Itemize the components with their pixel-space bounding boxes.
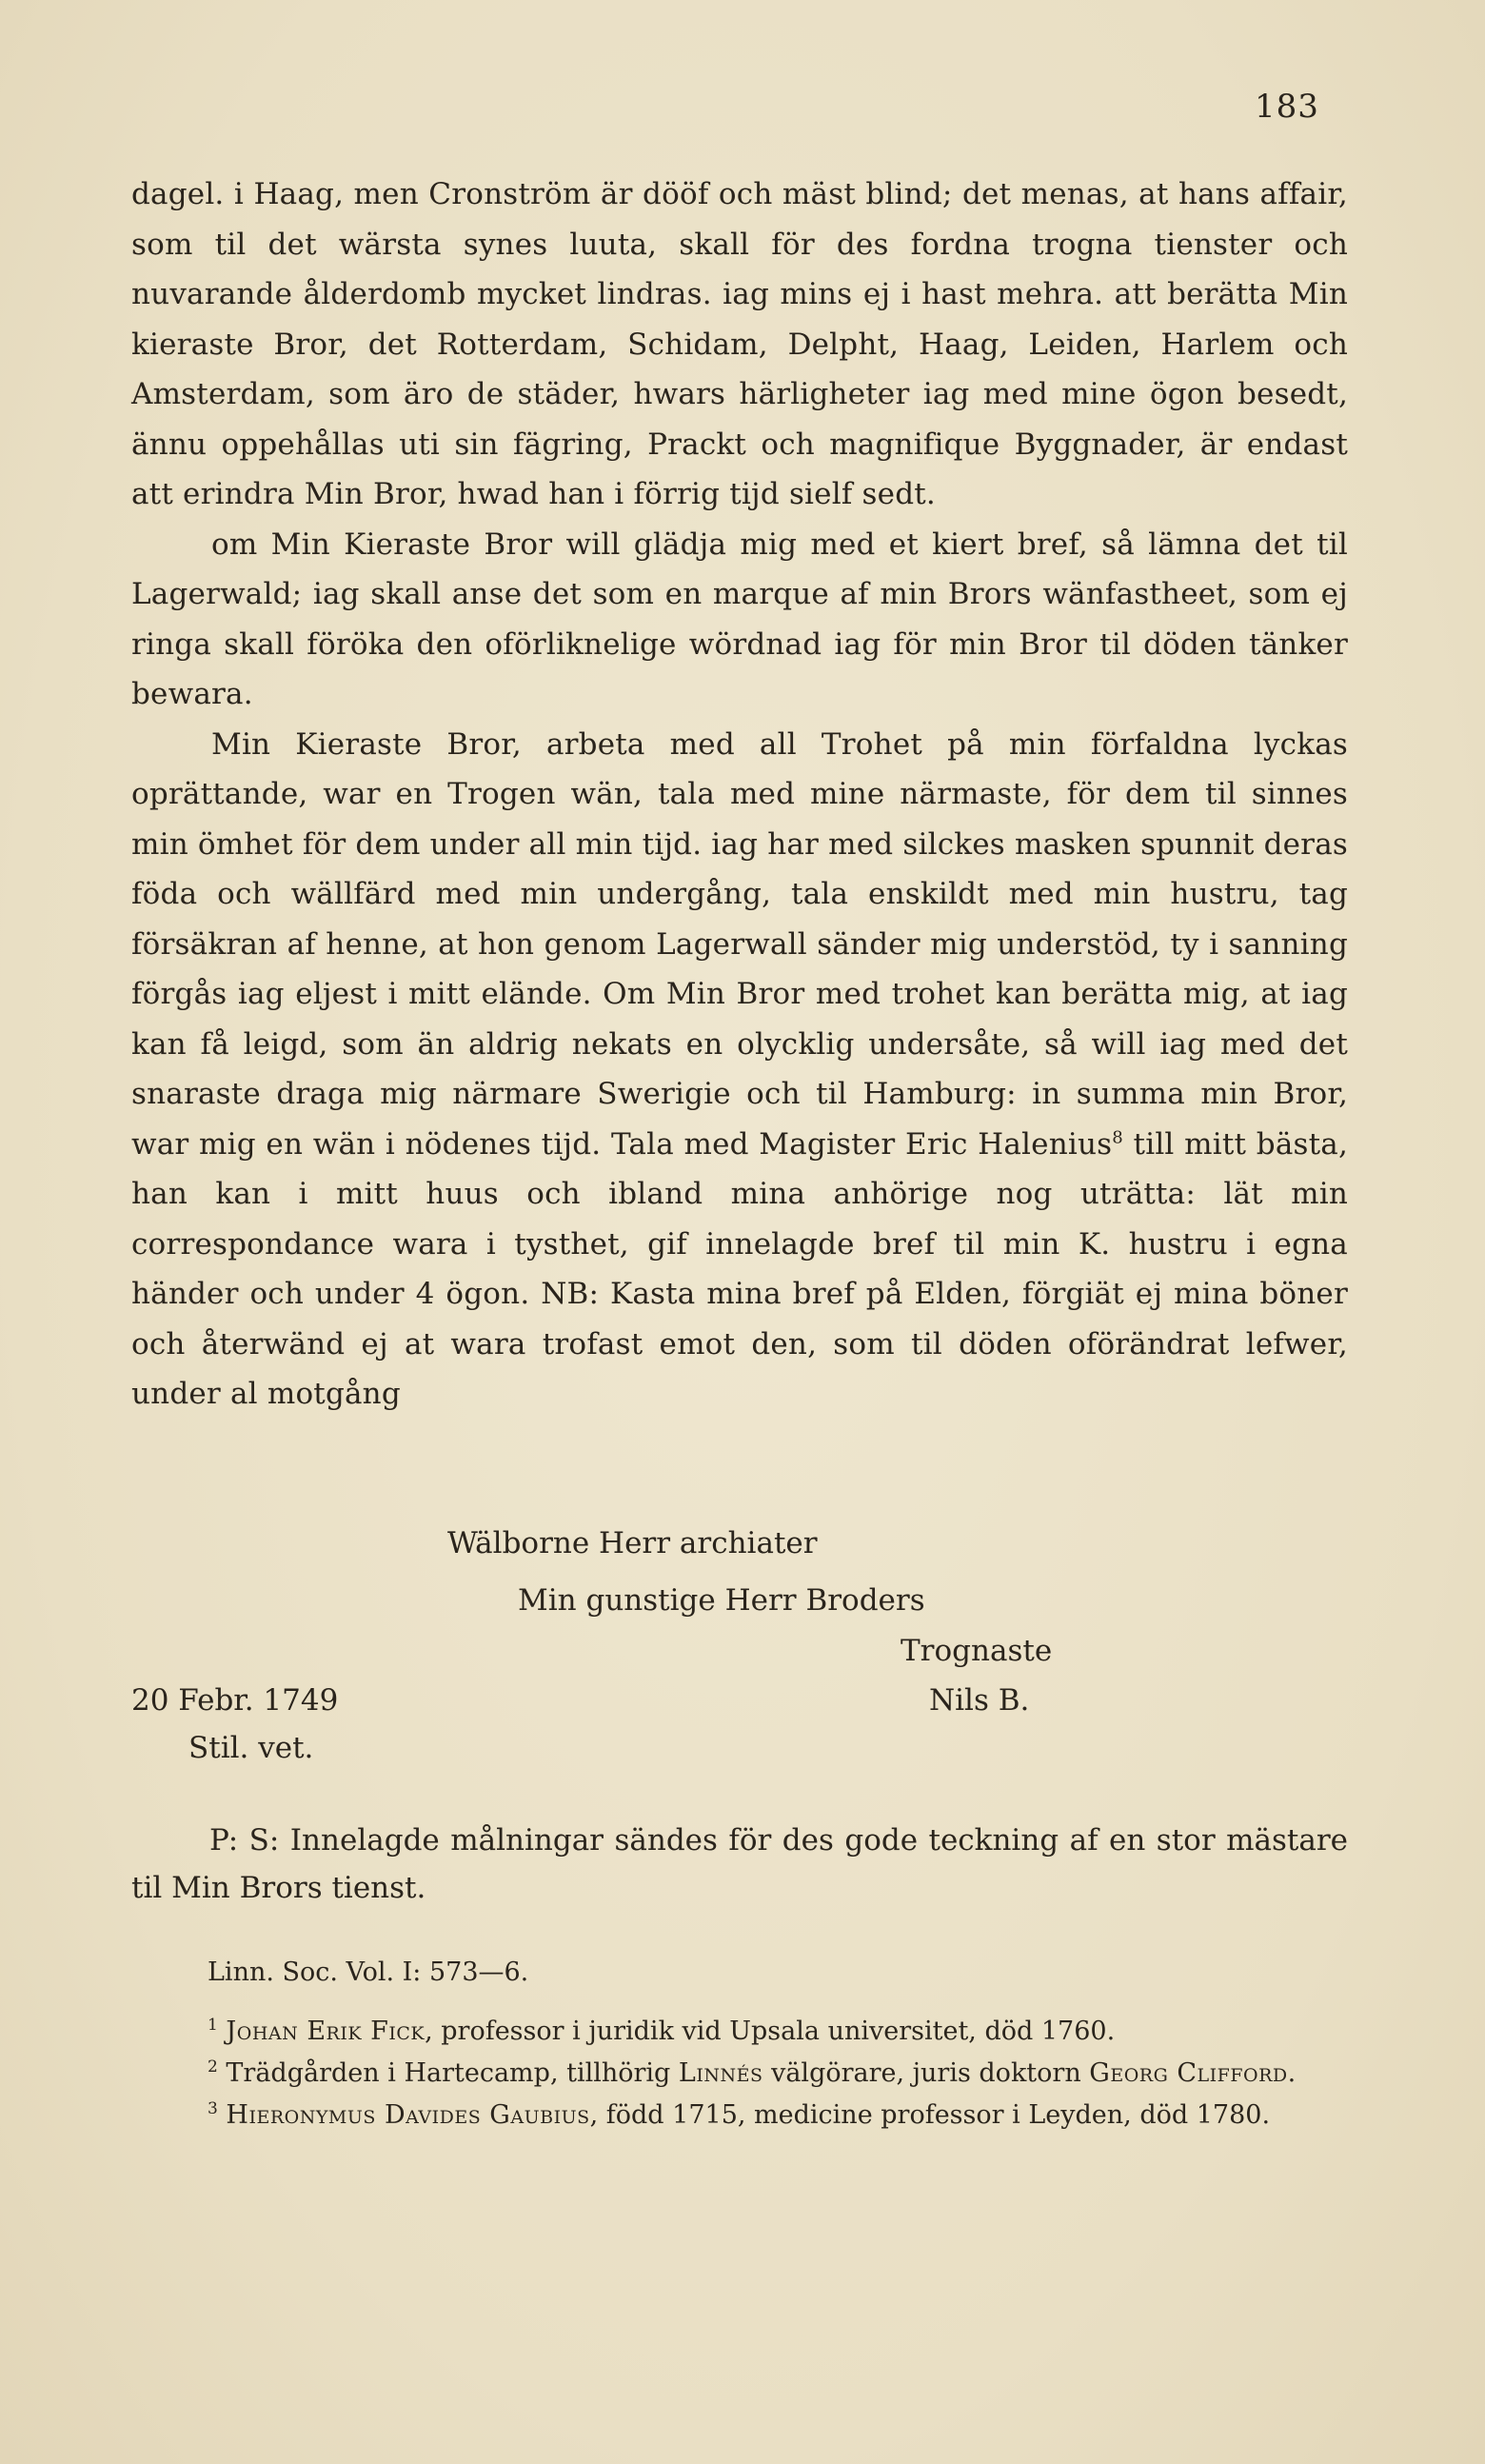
footnote-marker: 1 [208, 2016, 218, 2035]
paragraph-3-text-b: till mitt bästa, han kan i mitt huus och ibland mina anhörige nog uträtta: lät min correspondance wara i tysthet, gif innelagde bref til min K. hustru i egna händer och under 4 ögon. NB: Kasta mina bref på Elden, förgiät ej mina böner och återwänd ej at wara trofast emot den, som til döden oförändrat lefwer, under al motgång [131, 1126, 1349, 1411]
signature: Nils B. [929, 1683, 1030, 1718]
paragraph-3-text-a: Min Kieraste Bror, arbeta med all Trohet på min förfaldna lyckas oprättande, war en Trogen wän, tala med mine närmaste, för dem til sinnes min ömhet för dem under all min tijd. iag har med silckes masken spunnit deras föda och wällfärd med min undergång, tala enskildt med min hustru, tag försäkran af henne, at hon genom Lagerwall sänder mig understöd, ty i sanning förgås iag eljest i mitt elände. Om Min Bror med trohet kan berätta mig, at iag kan få leigd, som än aldrig nekats en olycklig undersåte, så will iag med det snaraste draga mig närmare Swerigie och til Hamburg: in summa min Bror, war mig en wän i nödenes tijd. Tala med Magister Eric Halenius [131, 726, 1348, 1162]
postscript: P: S: Innelagde målningar sändes för des gode teckning af en stor mästare til Min Brors tienst. [131, 1823, 1348, 1905]
footnote-text: , född 1715, medicine professor i Leyden, död 1780. [589, 2100, 1271, 2130]
footnote-text: Trädgården i Hartecamp, tillhörig [226, 2058, 679, 2088]
footnote-marker: 2 [208, 2057, 218, 2077]
footnote-text: . [1287, 2058, 1297, 2088]
date-style: Stil. vet. [188, 1731, 314, 1765]
paragraph-2: om Min Kieraste Bror will glädja mig med et kiert bref, så lämna det til Lagerwald; iag skall anse det som en marque af min Brors wänfastheet, som ej ringa skall föröka den oförliknelige wördnad iag för min Bror til döden tänker bewara. [131, 527, 1348, 711]
footnote-1 [131, 2011, 1348, 2053]
footnote-reference: 8 [1112, 1127, 1123, 1148]
footnote-name: Linnés [678, 2058, 763, 2088]
paragraph-3 [131, 720, 1348, 1420]
page-number: 183 [1255, 88, 1319, 126]
paragraph-1: dagel. i Haag, men Cronström är dööf och mäst blind; det menas, at hans affair, som til det wärsta synes luuta, skall för des fordna trogna tienster och nuvarande ålderdomb mycket lindras. iag mins ej i hast mehra. att berätta Min kieraste Bror, det Rotterdam, Schidam, Delpht, Haag, Leiden, Harlem och Amsterdam, som äro de städer, hwars härligheter iag med mine ögon besedt, ännu oppehållas uti sin fägring, Prackt och magnifique Byggnader, är endast att erindra Min Bror, hwad han i förrig tijd sielf sedt. [131, 177, 1348, 511]
salutation-line-3: Trognaste [901, 1634, 1053, 1668]
footnote-name: Hieronymus Davides Gaubius [226, 2100, 590, 2130]
footnote-name: Georg Clifford [1089, 2058, 1288, 2088]
footnote-name: Johan Erik Fick [226, 2017, 426, 2046]
salutation-line-2: Min gunstige Herr Broders [518, 1583, 925, 1618]
letter-body [131, 169, 1348, 1420]
footnote-2 [131, 2053, 1348, 2095]
footnote-text: välgörare, juris doktorn [762, 2058, 1090, 2088]
footnote-3 [131, 2095, 1348, 2136]
salutation-line-1: Wälborne Herr archiater [447, 1526, 818, 1560]
footnote-marker: 3 [208, 2099, 218, 2118]
letter-date: 20 Febr. 1749 [131, 1683, 339, 1718]
footnote-text: , professor i juridik vid Upsala universitet, död 1760. [425, 2017, 1116, 2046]
footnotes [131, 2011, 1348, 2136]
source-citation: Linn. Soc. Vol. I: 573—6. [208, 1957, 529, 1987]
